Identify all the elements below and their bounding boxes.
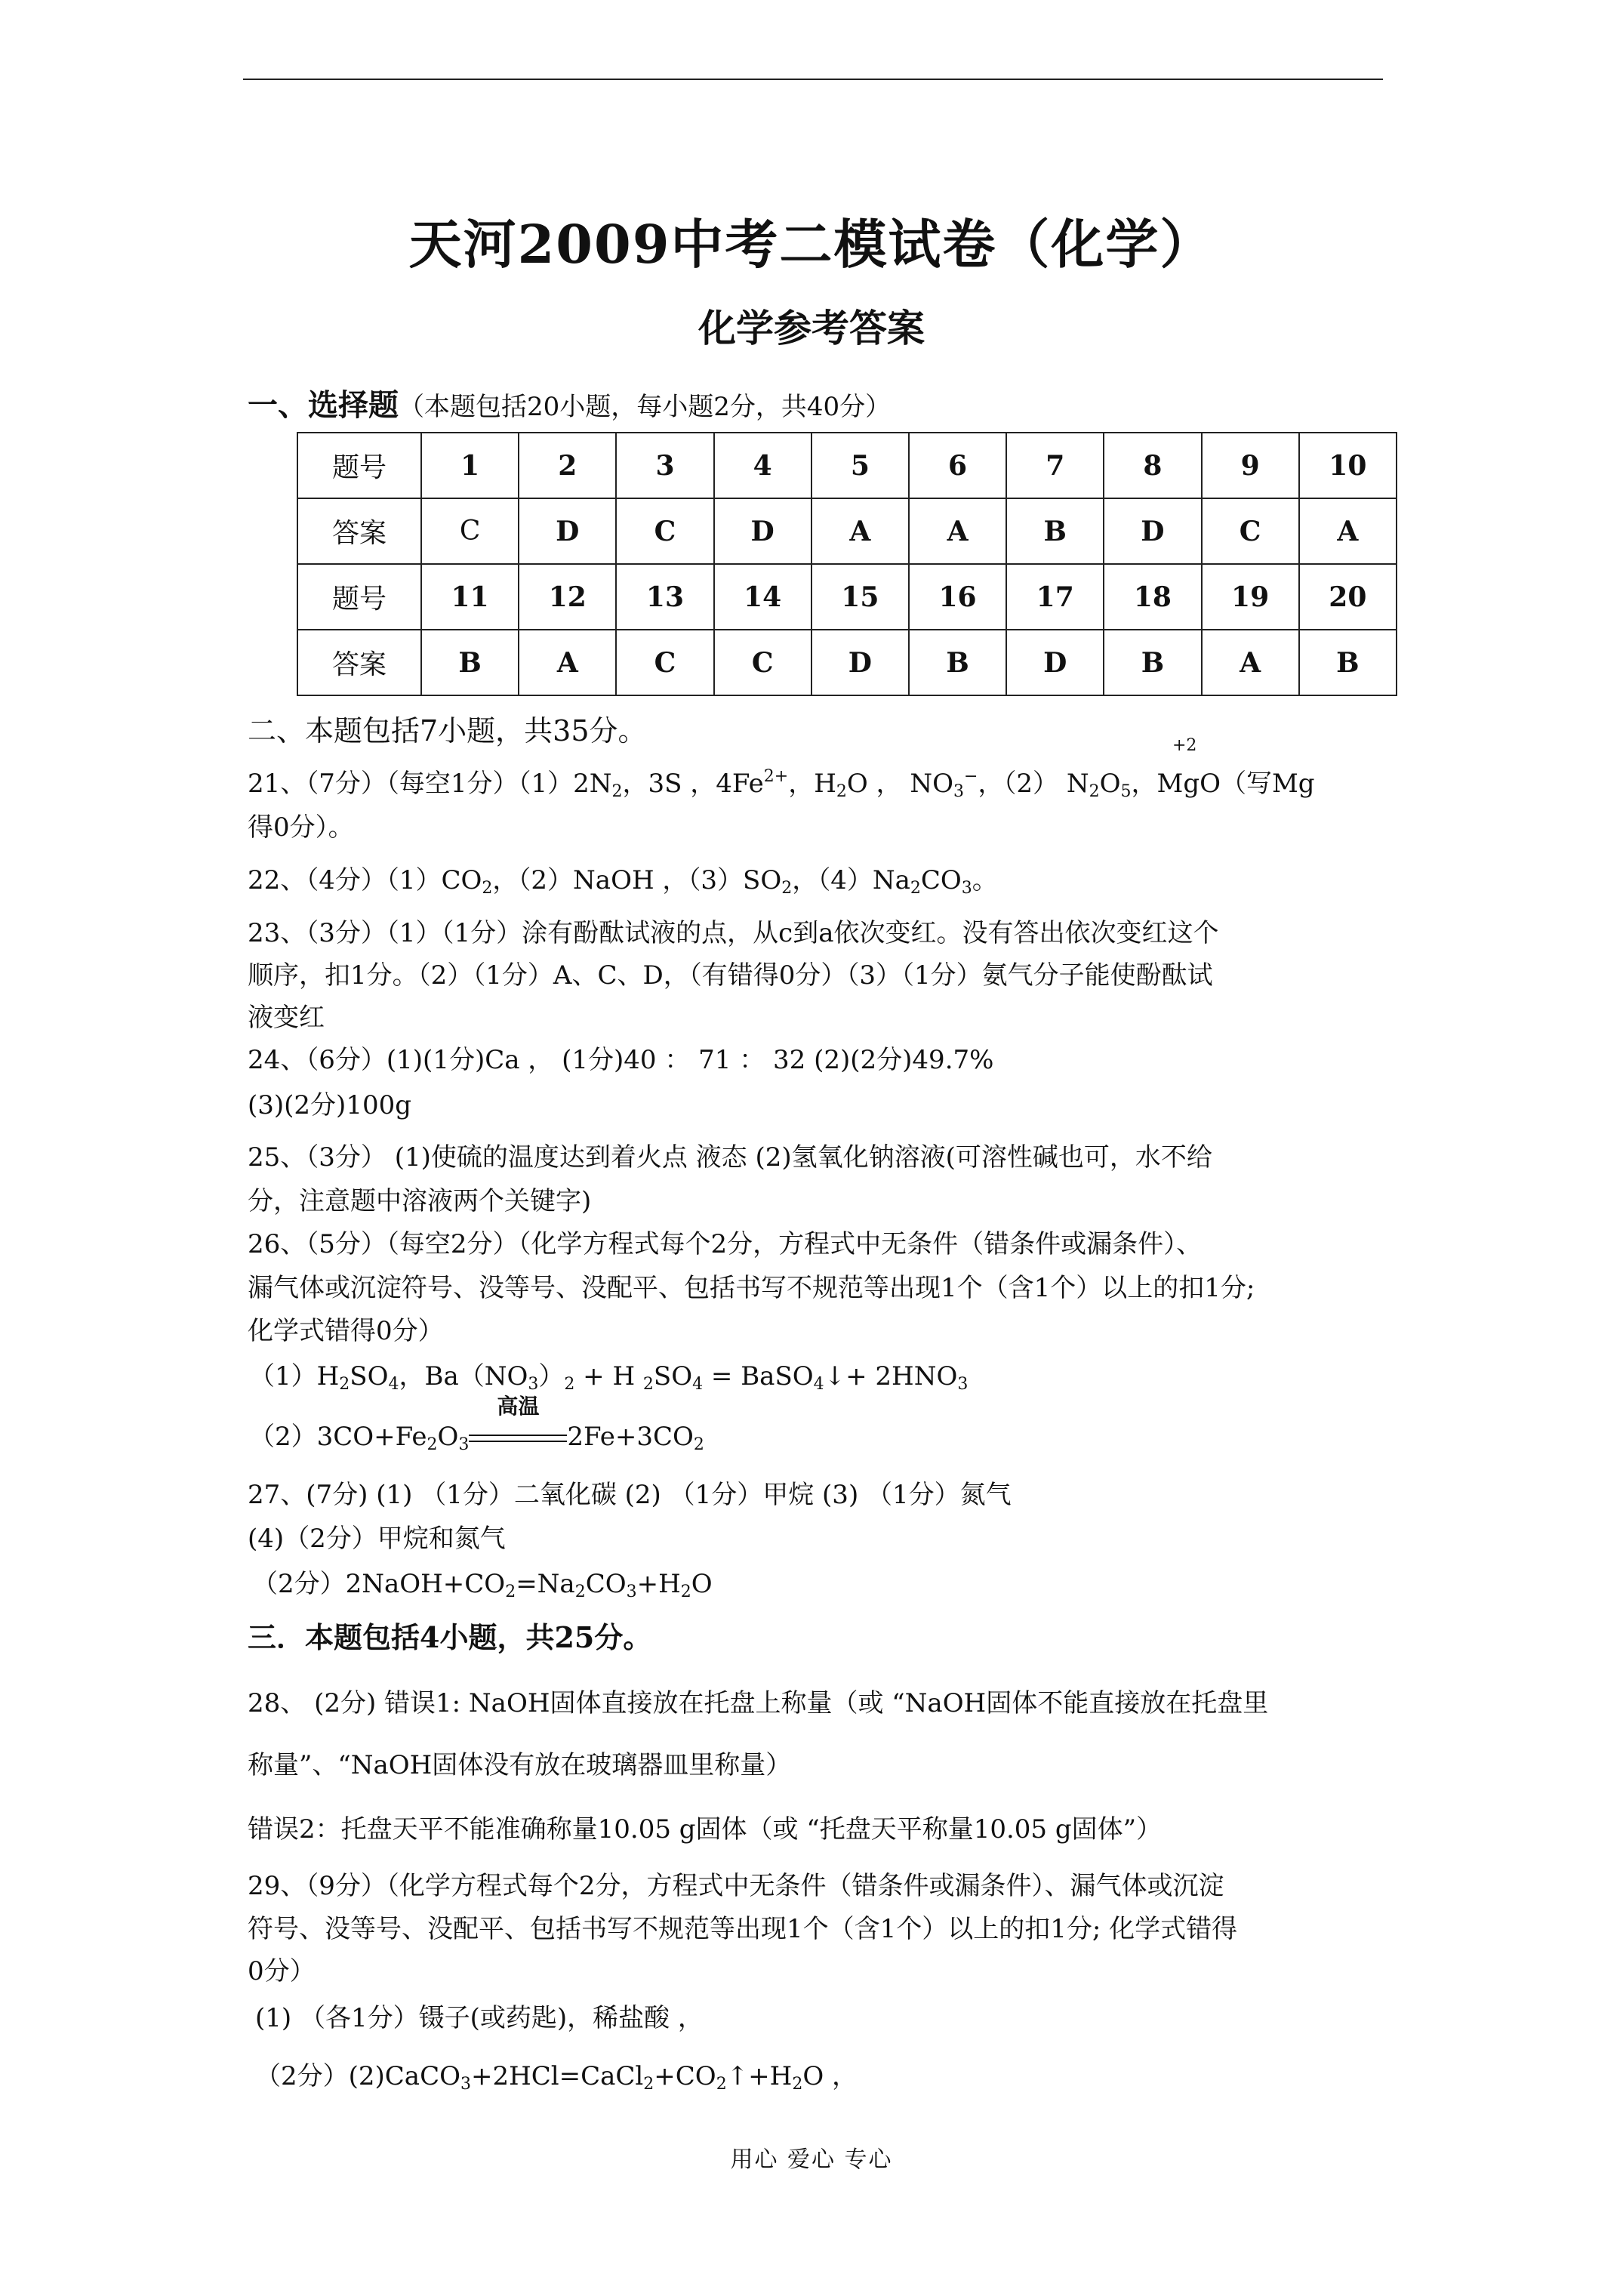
cell-answer: A	[1299, 498, 1397, 564]
q24-line1: 24、（6分）(1)(1分)Ca ， (1分)40 ： 71 ： 32 (2)(2分)49.7%	[248, 1045, 994, 1075]
page-footer: 用心 爱心 专心	[730, 2147, 893, 2173]
cell-num: 12	[519, 564, 616, 630]
q21-line1	[248, 763, 1315, 801]
subscript: 2	[611, 782, 623, 801]
equation-text: CO	[585, 1569, 627, 1599]
equals-bars	[469, 1435, 567, 1442]
cell-num: 2	[519, 433, 616, 498]
subscript: 2	[427, 1435, 438, 1454]
subscript: 3	[458, 1435, 470, 1454]
cell-num: 14	[714, 564, 812, 630]
subscript: 2	[716, 2075, 727, 2094]
cell-answer: A	[812, 498, 909, 564]
equation-text: O	[437, 1422, 459, 1452]
q21-text: 21、（7分）（每空1分）（1）2N	[248, 769, 612, 799]
row-label-answer: 答案	[297, 498, 421, 564]
subscript: 3	[460, 2075, 471, 2094]
equation-text: SO	[350, 1361, 389, 1391]
q21-text: ，MgO（写Mg	[1131, 769, 1315, 799]
cell-num: 6	[909, 433, 1006, 498]
superscript: −	[963, 767, 978, 786]
equation-text: （2分）2NaOH+CO	[252, 1569, 506, 1599]
row-label-number: 题号	[297, 433, 421, 498]
q22-line	[248, 859, 998, 898]
cell-answer: D	[1006, 630, 1104, 695]
cell-num: 16	[909, 564, 1006, 630]
equation-text: O	[691, 1569, 713, 1599]
q23-line1: 23、（3分）（1）（1分）涂有酚酞试液的点，从c到a依次变红。没有答出依次变红这个	[248, 918, 1219, 948]
q28-line3: 错误2：托盘天平不能准确称量10.05 g固体（或 “托盘天平称量10.05 g固体”）	[248, 1814, 1163, 1845]
cell-answer: C	[421, 498, 519, 564]
q29-line1: 29、（9分）（化学方程式每个2分，方程式中无条件（错条件或漏条件）、漏气体或沉淀	[248, 1871, 1224, 1901]
cell-answer: B	[421, 630, 519, 695]
section3-heading-text: 三．本题包括4小题，共25分。	[248, 1620, 652, 1654]
cell-num: 15	[812, 564, 909, 630]
cell-answer: B	[909, 630, 1006, 695]
condition-label: 高温	[497, 1394, 540, 1419]
cell-answer: A	[1202, 630, 1299, 695]
equation-text: SO	[653, 1361, 693, 1391]
cell-answer: D	[1104, 498, 1201, 564]
subscript: 3	[957, 1375, 969, 1394]
subscript: 4	[692, 1375, 704, 1394]
cell-num: 5	[812, 433, 909, 498]
reaction-condition	[469, 1394, 567, 1452]
cell-num: 8	[1104, 433, 1201, 498]
equation-text: =Na	[516, 1569, 575, 1599]
q22-text: 22、（4分）（1）CO	[248, 865, 482, 895]
superscript: 2+	[763, 767, 789, 786]
page-title: 天河2009中考二模试卷（化学）	[408, 213, 1215, 276]
subscript: 2	[836, 782, 847, 801]
cell-answer: C	[1202, 498, 1299, 564]
q22-text: 。	[972, 865, 998, 895]
q27-equation	[252, 1563, 713, 1601]
q24-line2: (3)(2分)100g	[248, 1090, 411, 1120]
subscript: 3	[953, 782, 964, 801]
cell-num: 19	[1202, 564, 1299, 630]
cell-answer: A	[519, 630, 616, 695]
cell-answer: D	[714, 498, 812, 564]
q26-line1: 26、（5分）（每空2分）（化学方程式每个2分，方程式中无条件（错条件或漏条件）、	[248, 1229, 1203, 1259]
q21-text: ，H	[788, 769, 836, 799]
subscript: 2	[642, 1375, 654, 1394]
equation-text: （1）H	[249, 1361, 340, 1391]
section1-heading: 一、选择题	[248, 387, 399, 423]
equation-text: ，Ba（NO	[399, 1361, 528, 1391]
subscript: 2	[339, 1375, 350, 1394]
q23-line3: 液变红	[248, 1003, 325, 1033]
subscript: 3	[626, 1583, 637, 1601]
section1-heading-line	[248, 381, 891, 424]
subscript: 2	[505, 1583, 516, 1601]
subscript: 5	[1120, 782, 1132, 801]
q26-line2: 漏气体或沉淀符号、没等号、没配平、包括书写不规范等出现1个（含1个）以上的扣1分;	[248, 1273, 1255, 1303]
subscript: 2	[482, 879, 493, 898]
subscript: 2	[792, 2075, 803, 2094]
section2-heading	[248, 707, 647, 749]
q28-line1: 28、 (2分) 错误1: NaOH固体直接放在托盘上称量（或 “NaOH固体不能直接放在托盘里	[248, 1688, 1269, 1718]
equation-text: ↑+H	[726, 2061, 793, 2091]
cell-num: 17	[1006, 564, 1104, 630]
cell-num: 18	[1104, 564, 1201, 630]
subscript: 3	[961, 879, 972, 898]
cell-num: 11	[421, 564, 519, 630]
equation-text: ）	[538, 1361, 565, 1391]
subscript: 2	[781, 879, 793, 898]
q27-line2: (4)（2分）甲烷和氮气	[248, 1524, 506, 1554]
cell-num: 1	[421, 433, 519, 498]
q29-equation	[255, 2055, 858, 2094]
table-row-numbers-2	[297, 564, 1397, 630]
q27-line1: 27、(7分) (1) （1分）二氧化碳 (2) （1分）甲烷 (3) （1分）氮气	[248, 1480, 1012, 1510]
section2-heading-text: 二、本题包括7小题，共35分。	[248, 714, 647, 747]
subscript: 2	[1089, 782, 1100, 801]
cell-answer: B	[1006, 498, 1104, 564]
q29-line3: 0分）	[248, 1956, 316, 1986]
section3-heading	[248, 1614, 651, 1656]
cell-num: 4	[714, 433, 812, 498]
header-rule	[243, 79, 1383, 80]
cell-answer: C	[714, 630, 812, 695]
cell-answer: B	[1299, 630, 1397, 695]
subscript: 2	[564, 1375, 575, 1394]
q26-equation-2	[249, 1394, 704, 1454]
q26-line3: 化学式错得0分）	[248, 1316, 444, 1346]
q28-line2: 称量”、“NaOH固体没有放在玻璃器皿里称量）	[248, 1750, 792, 1780]
equation-text: +H	[636, 1569, 681, 1599]
q21-line2: 得0分）。	[248, 812, 354, 843]
q25-line2: 分，注意题中溶液两个关键字)	[248, 1186, 592, 1216]
cell-answer: C	[616, 630, 713, 695]
cell-answer: D	[812, 630, 909, 695]
cell-num: 9	[1202, 433, 1299, 498]
q22-text: ，（2）NaOH ，（3）SO	[492, 865, 782, 895]
section1-note: （本题包括20小题，每小题2分，共40分）	[399, 392, 892, 422]
equation-text: +CO	[654, 2061, 716, 2091]
cell-answer: A	[909, 498, 1006, 564]
q21-text: ，（2） N	[978, 769, 1089, 799]
row-label-answer: 答案	[297, 630, 421, 695]
subscript: 2	[910, 879, 921, 898]
cell-num: 13	[616, 564, 713, 630]
q22-text: ，（4）Na	[792, 865, 910, 895]
q23-line2: 顺序，扣1分。（2）（1分）A、C、D，（有错得0分）（3）（1分）氨气分子能使酚酞试	[248, 960, 1213, 991]
q29-line4: (1) （各1分）镊子(或药匙)，稀盐酸 ，	[255, 2003, 704, 2033]
q21-text: ，3S ，4Fe	[622, 769, 764, 799]
equation-text: O ，	[802, 2061, 858, 2091]
equation-text: （2分）(2)CaCO	[255, 2061, 460, 2091]
q29-line2: 符号、没等号、没配平、包括书写不规范等出现1个（含1个）以上的扣1分; 化学式错得	[248, 1914, 1238, 1944]
subscript: 2	[693, 1435, 704, 1454]
subscript: 2	[643, 2075, 654, 2094]
page-subtitle: 化学参考答案	[698, 306, 925, 350]
q26-equation-1	[249, 1355, 968, 1394]
cell-answer: C	[616, 498, 713, 564]
equation-text: + H	[574, 1361, 643, 1391]
cell-num: 3	[616, 433, 713, 498]
subscript: 2	[574, 1583, 586, 1601]
q21-text: O	[1099, 769, 1121, 799]
q21-text: O ， NO	[846, 769, 953, 799]
equation-text: ↓+ 2HNO	[824, 1361, 958, 1391]
q21-oxidation-state: +2	[1172, 736, 1197, 755]
cell-answer: B	[1104, 630, 1201, 695]
equation-text: +2HCl=CaCl	[470, 2061, 644, 2091]
answer-table	[297, 432, 1397, 696]
cell-num: 20	[1299, 564, 1397, 630]
subscript: 4	[813, 1375, 824, 1394]
table-row-answers-2	[297, 630, 1397, 695]
subscript: 3	[528, 1375, 539, 1394]
table-row-numbers-1	[297, 433, 1397, 498]
equation-text: 2Fe+3CO	[567, 1422, 694, 1452]
subscript: 2	[680, 1583, 691, 1601]
equation-text: = BaSO	[703, 1361, 814, 1391]
q25-line1: 25、（3分） (1)使硫的温度达到着火点 液态 (2)氢氧化钠溶液(可溶性碱也可，水不给	[248, 1142, 1212, 1173]
cell-num: 10	[1299, 433, 1397, 498]
cell-num: 7	[1006, 433, 1104, 498]
equation-text: （2）3CO+Fe	[249, 1422, 427, 1452]
table-row-answers-1	[297, 498, 1397, 564]
row-label-number: 题号	[297, 564, 421, 630]
q22-text: CO	[920, 865, 962, 895]
subscript: 4	[388, 1375, 399, 1394]
cell-answer: D	[519, 498, 616, 564]
